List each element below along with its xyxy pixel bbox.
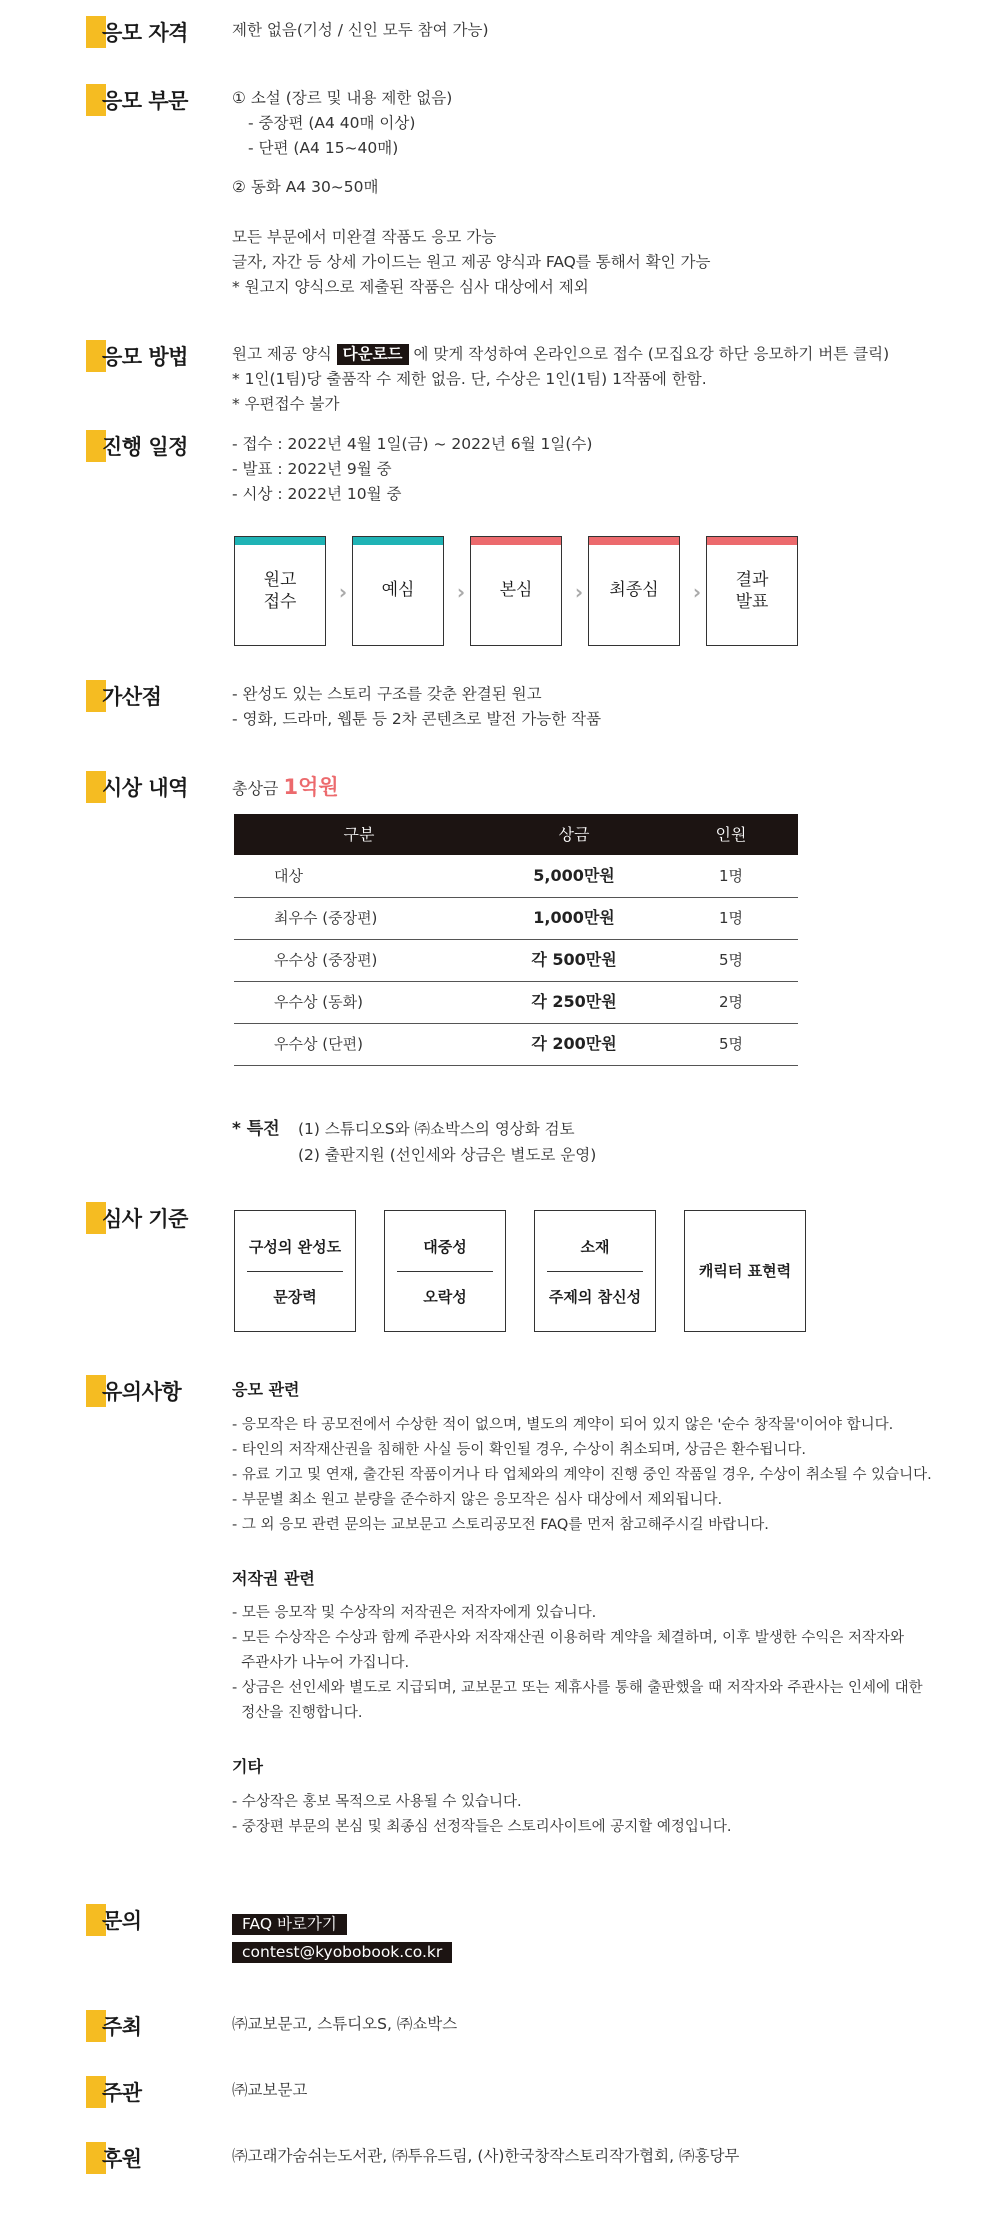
total-prize [232, 771, 339, 805]
criteria-card [534, 1210, 656, 1332]
step-preliminary [352, 536, 444, 646]
label-text: 시상 내역 [102, 776, 188, 800]
step-main-review [470, 536, 562, 646]
award-name: 최우수 (중장편) [234, 897, 484, 939]
label-text: 진행 일정 [102, 435, 188, 459]
note-line: 주관사가 나누어 가집니다. [232, 1655, 410, 1672]
method-line-1 [232, 342, 972, 367]
section-label [86, 680, 236, 714]
label-text: 주최 [102, 2015, 142, 2039]
step-label: 결과 발표 [735, 570, 769, 612]
awards-table [234, 814, 798, 1066]
special-item: (1) 스튜디오S와 ㈜쇼박스의 영상화 검토 [298, 1120, 575, 1138]
note-line: - 상금은 선인세와 별도로 지급되며, 교보문고 또는 제휴사를 통해 출판했을 때 저작자와 주관사는 인세에 대한 [232, 1680, 923, 1697]
step-result [706, 536, 798, 646]
criteria-divider [547, 1271, 643, 1272]
step-submission [234, 536, 326, 646]
section-label [86, 771, 236, 805]
method-content [232, 342, 972, 417]
criteria-top: 대중성 [423, 1238, 467, 1256]
note-line: - 타인의 저작재산권을 침해한 사실 등이 확인될 경우, 수상이 취소되며, 상금은 환수됩니다. [232, 1441, 807, 1458]
table-row [234, 897, 798, 939]
bonus-line-1: - 완성도 있는 스토리 구조를 갖춘 완결된 원고 [232, 685, 542, 703]
method-line-1-prefix: 원고 제공 양식 [232, 345, 332, 363]
special-item: (2) 출판지원 (선인세와 상금은 별도로 운영) [298, 1146, 597, 1164]
schedule-announce: - 발표 : 2022년 9월 중 [232, 460, 392, 478]
award-name: 우수상 (단편) [234, 1023, 484, 1065]
table-header-row [234, 814, 798, 855]
award-count: 1명 [664, 897, 798, 939]
section-label [86, 340, 236, 374]
criteria-top: 구성의 완성도 [248, 1238, 342, 1256]
schedule-ceremony: - 시상 : 2022년 10월 중 [232, 485, 402, 503]
header-count: 인원 [664, 814, 798, 855]
step-label: 원고 접수 [263, 570, 297, 612]
label-text: 가산점 [102, 685, 162, 709]
criteria-bottom: 문장력 [273, 1288, 317, 1306]
label-text: 응모 방법 [102, 345, 188, 369]
award-count: 2명 [664, 981, 798, 1023]
category-note-2: 글자, 자간 등 상세 가이드는 원고 제공 양식과 FAQ를 통해서 확인 가능 [232, 253, 711, 271]
faq-link[interactable]: FAQ 바로가기 [232, 1914, 347, 1935]
note-line: - 응모작은 타 공모전에서 수상한 적이 없으며, 별도의 계약이 되어 있지 않은 '순수 창작물'이어야 합니다. [232, 1416, 894, 1433]
award-name: 우수상 (동화) [234, 981, 484, 1023]
host-content [232, 2012, 972, 2037]
section-label [86, 84, 236, 118]
step-band [589, 537, 679, 545]
chevron-right-icon: › [692, 580, 702, 604]
step-band [707, 537, 797, 545]
note-line: - 중장편 부문의 본심 및 최종심 선정작들은 스토리사이트에 공지할 예정입니다. [232, 1818, 732, 1835]
notes-group-title: 기타 [232, 1757, 263, 1777]
chevron-right-icon: › [456, 580, 466, 604]
header-category: 구분 [234, 814, 484, 855]
award-name: 우수상 (중장편) [234, 939, 484, 981]
criteria-top: 소재 [580, 1238, 610, 1256]
section-label [86, 1904, 236, 1938]
section-label [86, 16, 236, 50]
section-criteria [0, 1202, 1000, 1332]
criteria-bottom: 주제의 참신성 [548, 1288, 642, 1306]
inquiry-content [232, 1910, 972, 1966]
table-row [234, 855, 798, 897]
award-name: 대상 [234, 855, 484, 897]
faq-line [232, 1910, 972, 1938]
award-count: 5명 [664, 939, 798, 981]
section-label [86, 2010, 236, 2044]
categories-content [232, 86, 972, 300]
label-text: 응모 부문 [102, 89, 188, 113]
step-band [235, 537, 325, 545]
note-line: 정산을 진행합니다. [232, 1705, 363, 1722]
chevron-right-icon: › [574, 580, 584, 604]
notes-content [232, 1377, 972, 1840]
eligibility-text: 제한 없음(기성 / 신인 모두 참여 가능) [232, 21, 489, 39]
criteria-divider [397, 1271, 493, 1272]
method-line-2: * 1인(1팀)당 출품작 수 제한 없음. 단, 수상은 1인(1팀) 1작품에 한함. [232, 370, 707, 388]
special-label: * 특전 [232, 1119, 280, 1139]
label-text: 유의사항 [102, 1380, 182, 1404]
note-line: - 수상작은 홍보 목적으로 사용될 수 있습니다. [232, 1793, 522, 1810]
criteria-bottom: 오락성 [423, 1288, 467, 1306]
section-label [86, 1375, 236, 1409]
category-note-1: 모든 부문에서 미완결 작품도 응모 가능 [232, 228, 497, 246]
award-prize: 각 500만원 [484, 939, 664, 981]
step-final-review [588, 536, 680, 646]
note-line: - 유료 기고 및 연재, 출간된 작품이거나 타 업체와의 계약이 진행 중인 작품일 경우, 수상이 취소될 수 있습니다. [232, 1466, 932, 1483]
category-novel: ① 소설 (장르 및 내용 제한 없음) [232, 89, 453, 107]
schedule-steps [234, 536, 794, 646]
step-label: 예심 [381, 580, 415, 600]
note-line: - 모든 수상작은 수상과 함께 주관사와 저작재산권 이용허락 계약을 체결하며, 이후 발생한 수익은 저작자와 [232, 1630, 905, 1647]
section-awards [0, 771, 1000, 1164]
total-prize-amount: 1억원 [283, 775, 339, 799]
notes-group-title: 저작권 관련 [232, 1568, 315, 1588]
note-line: - 그 외 응모 관련 문의는 교보문고 스토리공모전 FAQ를 먼저 참고해주시길 바랍니다. [232, 1516, 769, 1533]
award-count: 1명 [664, 855, 798, 897]
special-items [298, 1116, 798, 1168]
eligibility-content [232, 18, 972, 43]
total-prize-prefix: 총상금 [232, 779, 279, 798]
note-line: - 부문별 최소 원고 분량을 준수하지 않은 응모작은 심사 대상에서 제외됩니다. [232, 1491, 723, 1508]
award-prize: 각 200만원 [484, 1023, 664, 1065]
criteria-card [384, 1210, 506, 1332]
criteria-divider [247, 1271, 343, 1272]
table-row [234, 1023, 798, 1065]
organizer-content [232, 2078, 972, 2103]
section-label [86, 430, 236, 464]
criteria-card [234, 1210, 356, 1332]
award-prize: 각 250만원 [484, 981, 664, 1023]
bonus-line-2: - 영화, 드라마, 웹툰 등 2차 콘텐츠로 발전 가능한 작품 [232, 710, 602, 728]
section-label [86, 1202, 236, 1236]
header-prize: 상금 [484, 814, 664, 855]
sponsor-content [232, 2144, 972, 2169]
bonus-content [232, 682, 972, 732]
category-novel-long: - 중장편 (A4 40매 이상) [248, 114, 416, 132]
method-line-3: * 우편접수 불가 [232, 395, 340, 413]
method-line-1-suffix: 에 맞게 작성하여 온라인으로 접수 (모집요강 하단 응모하기 버튼 클릭) [413, 345, 890, 363]
category-novel-short: - 단편 (A4 15~40매) [248, 139, 399, 157]
criteria-card [684, 1210, 806, 1332]
sponsor-text: ㈜고래가숨쉬는도서관, ㈜투유드림, (사)한국창작스토리작가협회, ㈜홍당무 [232, 2147, 740, 2165]
email-link[interactable]: contest@kyobobook.co.kr [232, 1942, 452, 1963]
award-prize: 5,000만원 [484, 855, 664, 897]
step-label: 최종심 [609, 580, 659, 600]
table-row [234, 981, 798, 1023]
organizer-text: ㈜교보문고 [232, 2081, 308, 2099]
section-label [86, 2142, 236, 2176]
chevron-right-icon: › [338, 580, 348, 604]
download-link[interactable]: 다운로드 [337, 344, 409, 365]
label-text: 심사 기준 [102, 1207, 188, 1231]
criteria-single: 캐릭터 표현력 [698, 1262, 792, 1280]
label-text: 후원 [102, 2147, 142, 2171]
step-band [353, 537, 443, 545]
category-fairytale: ② 동화 A4 30~50매 [232, 178, 379, 196]
label-text: 응모 자격 [102, 21, 188, 45]
category-note-3: * 원고지 양식으로 제출된 작품은 심사 대상에서 제외 [232, 278, 589, 296]
table-row [234, 939, 798, 981]
award-count: 5명 [664, 1023, 798, 1065]
label-text: 문의 [102, 1909, 142, 1933]
step-label: 본심 [499, 580, 533, 600]
schedule-content [232, 432, 972, 507]
note-line: - 모든 응모작 및 수상작의 저작권은 저작자에게 있습니다. [232, 1605, 597, 1622]
award-prize: 1,000만원 [484, 897, 664, 939]
section-label [86, 2076, 236, 2110]
schedule-receipt: - 접수 : 2022년 4월 1일(금) ~ 2022년 6월 1일(수) [232, 435, 593, 453]
notes-group-title: 응모 관련 [232, 1380, 300, 1399]
step-band [471, 537, 561, 545]
host-text: ㈜교보문고, 스튜디오S, ㈜쇼박스 [232, 2015, 458, 2033]
label-text: 주관 [102, 2081, 142, 2105]
email-line [232, 1938, 972, 1966]
